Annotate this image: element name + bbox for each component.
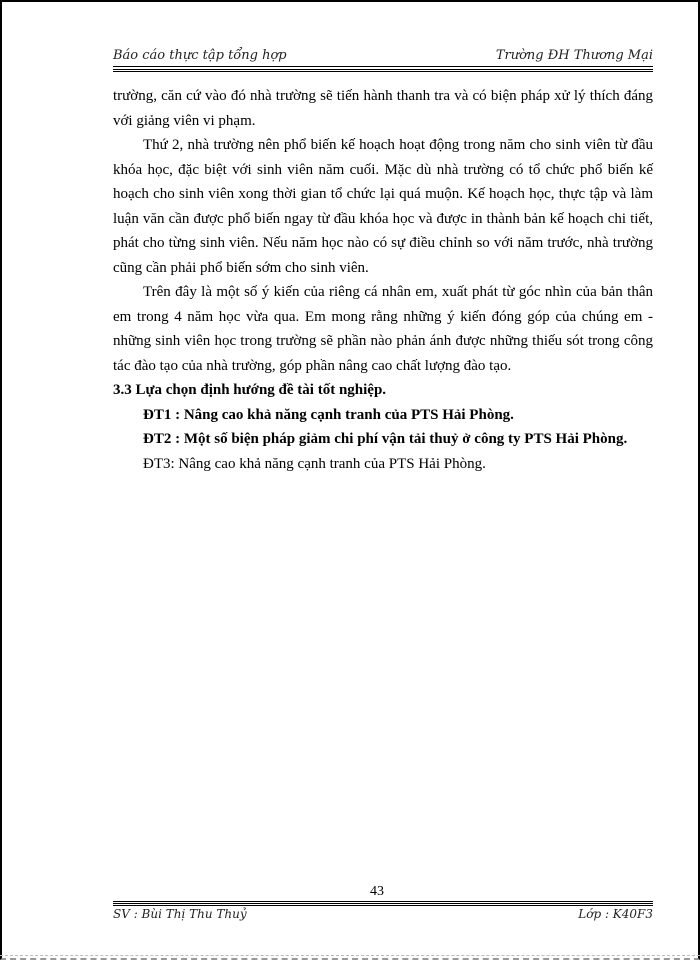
paragraph-continuation: trường, căn cứ vào đó nhà trường sẽ tiến hành thanh tra và có biện pháp xử lý thích đáng với giảng viên vi phạm. <box>113 88 653 129</box>
page-number: 43 <box>370 884 384 899</box>
topic-3: ĐT3: Nâng cao khả năng cạnh tranh của PTS Hải Phòng. <box>143 455 486 472</box>
page-footer <box>113 905 653 927</box>
paragraph-conclusion: Trên đây là một số ý kiến của riêng cá nhân em, xuất phát từ góc nhìn của bản thân em trong 4 năm học vừa qua. Em mong rằng những ý kiến đóng góp của chúng em - những sinh viên học trong trường sẽ phần nào phản ánh được những thiếu sót trong công tác đào tạo của nhà trường, góp phần nâng cao chất lượng đào tạo. <box>113 284 653 374</box>
paragraph-second-point: Thứ 2, nhà trường nên phổ biến kế hoạch hoạt động trong năm cho sinh viên từ đầu khóa học, đặc biệt với sinh viên năm cuối. Mặc dù nhà trường có tổ chức phổ biến kế hoạch cho sinh viên xong thời gian tổ chức lại quá muộn. Kế hoạch học, thực tập và làm luận văn cần được phổ biến ngay từ đầu khóa học và được in thành bản kế hoạch chi tiết, phát cho từng sinh viên. Nếu năm học nào có sự điều chỉnh so với năm trước, nhà trường cũng cần phải phổ biến sớm cho sinh viên. <box>113 137 653 276</box>
header-university: Trường ĐH Thương Mại <box>495 48 653 63</box>
topic-1: ĐT1 : Nâng cao khả năng cạnh tranh của PTS Hải Phòng. <box>143 406 514 423</box>
document-body <box>113 84 653 476</box>
footer-student: SV : Bùi Thị Thu Thuỷ <box>113 907 247 921</box>
footer-class: Lớp : K40F3 <box>578 907 653 921</box>
section-heading: 3.3 Lựa chọn định hướng đề tài tốt nghiệp. <box>113 382 387 398</box>
header-report-title: Báo cáo thực tập tổng hợp <box>113 48 287 63</box>
topic-2: ĐT2 : Một số biện pháp giảm chi phí vận tải thuỷ ở công ty PTS Hải Phòng. <box>143 431 628 447</box>
page-edge <box>0 955 700 956</box>
header-rule <box>113 66 653 72</box>
